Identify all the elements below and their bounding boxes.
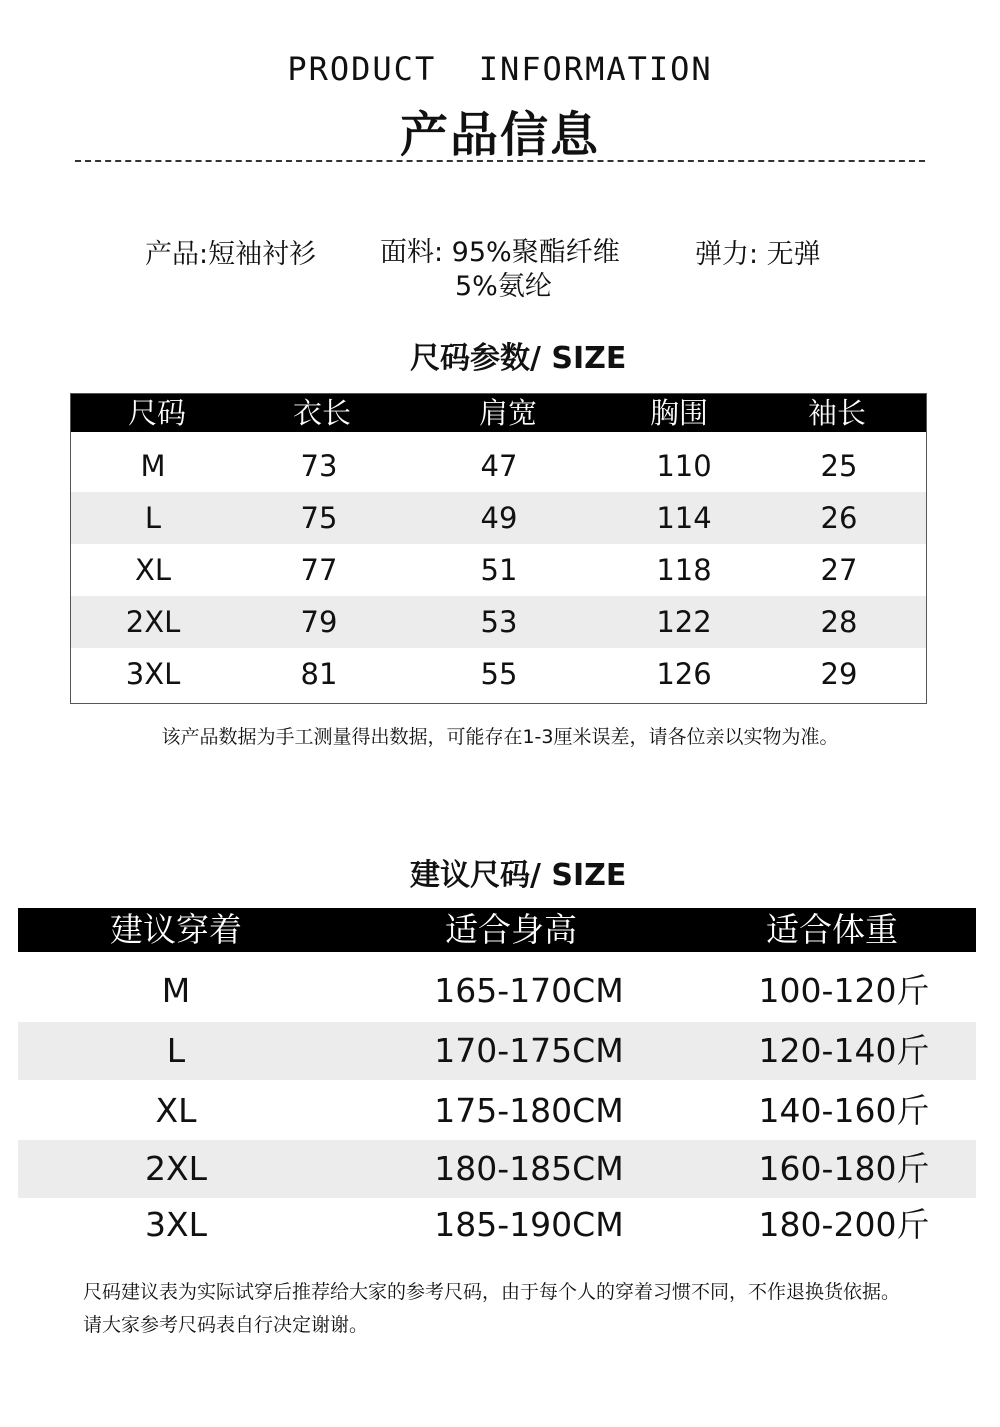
info-fabric-line1: 面料: 95%聚酯纤维 (380, 237, 620, 268)
size-cell: 29 (820, 657, 858, 691)
size-cell: L (144, 501, 162, 535)
recommend-table-row (18, 1196, 976, 1254)
size-cell: 27 (820, 553, 858, 587)
recommend-header-cell: 适合身高 (445, 910, 577, 949)
recommend-cell: 3XL (145, 1205, 207, 1244)
size-cell: 28 (820, 605, 858, 639)
size-cell: 110 (656, 449, 712, 483)
recommend-cell: 160-180斤 (758, 1149, 930, 1188)
size-cell: 3XL (125, 657, 181, 691)
size-cell: 2XL (125, 605, 181, 639)
recommend-header-cell: 适合体重 (766, 910, 898, 949)
size-header-cell: 袖长 (807, 396, 867, 430)
size-cell: 51 (480, 553, 518, 587)
size-table-row (71, 440, 926, 492)
size-table-row (71, 648, 926, 700)
size-cell: 122 (656, 605, 712, 639)
dashed-divider (75, 160, 925, 162)
recommend-cell: 165-170CM (434, 971, 624, 1010)
size-cell: 26 (820, 501, 858, 535)
size-cell: 126 (656, 657, 712, 691)
recommend-cell: 180-185CM (434, 1149, 624, 1188)
size-table (70, 393, 927, 704)
size-cell: XL (134, 553, 172, 587)
recommend-note-line2: 请大家参考尺码表自行决定谢谢。 (83, 1314, 369, 1336)
size-header-cell: 胸围 (649, 396, 709, 430)
recommend-note (83, 1276, 943, 1342)
size-cell: 75 (300, 501, 338, 535)
size-cell: 79 (300, 605, 338, 639)
info-product: 产品:短袖衬衫 (145, 239, 317, 270)
info-fabric-line2: 5%氨纶 (455, 271, 552, 302)
recommend-table-row (18, 1140, 976, 1198)
recommend-table-row (18, 1082, 976, 1140)
recommend-cell: 2XL (145, 1149, 207, 1188)
recommend-note-line1: 尺码建议表为实际试穿后推荐给大家的参考尺码，由于每个人的穿着习惯不同，不作退换货依据。 (83, 1281, 901, 1303)
size-table-header (71, 394, 926, 432)
size-header-cell: 尺码 (127, 396, 187, 430)
recommend-section-title: 建议尺码/ SIZE (410, 858, 627, 893)
info-elastic: 弹力: 无弹 (695, 239, 821, 270)
size-cell: 55 (480, 657, 518, 691)
recommend-table-header (18, 908, 976, 952)
recommend-cell: 120-140斤 (758, 1031, 930, 1070)
size-cell: 47 (480, 449, 518, 483)
size-cell: 81 (300, 657, 338, 691)
size-cell: 49 (480, 501, 518, 535)
size-cell: 25 (820, 449, 858, 483)
title-chinese: 产品信息 (399, 107, 600, 163)
recommend-cell: 140-160斤 (758, 1091, 930, 1130)
size-cell: 118 (656, 553, 712, 587)
size-table-row (71, 544, 926, 596)
recommend-cell: 100-120斤 (758, 971, 930, 1010)
size-cell: 53 (480, 605, 518, 639)
recommend-cell: 175-180CM (434, 1091, 624, 1130)
recommend-table-row (18, 1022, 976, 1080)
info-fabric (380, 236, 620, 304)
recommend-cell: 185-190CM (434, 1205, 624, 1244)
recommend-cell: 170-175CM (434, 1031, 624, 1070)
size-header-cell: 肩宽 (478, 396, 538, 430)
size-table-note: 该产品数据为手工测量得出数据，可能存在1-3厘米误差，请各位亲以实物为准。 (161, 726, 839, 748)
recommend-cell: L (166, 1031, 186, 1070)
size-cell: M (140, 449, 166, 483)
size-cell: 73 (300, 449, 338, 483)
size-cell: 114 (656, 501, 712, 535)
size-header-cell: 衣长 (292, 396, 352, 430)
size-section-title: 尺码参数/ SIZE (410, 341, 627, 376)
recommend-table-row (18, 962, 976, 1020)
recommend-header-cell: 建议穿着 (110, 910, 242, 949)
recommend-cell: M (161, 971, 191, 1010)
size-table-row (71, 492, 926, 544)
recommend-cell: 180-200斤 (758, 1205, 930, 1244)
title-english: PRODUCT INFORMATION (287, 50, 713, 88)
size-table-row (71, 596, 926, 648)
size-cell: 77 (300, 553, 338, 587)
recommend-cell: XL (155, 1091, 197, 1130)
